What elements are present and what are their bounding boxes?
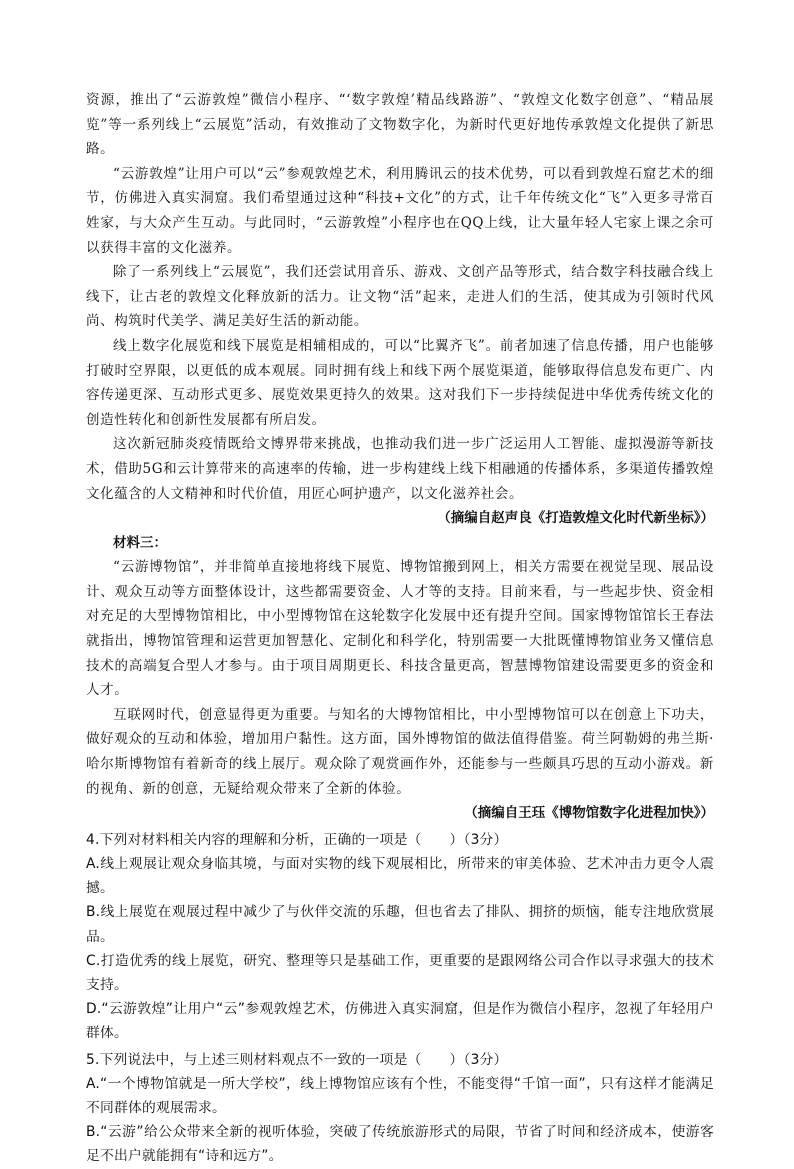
question-4 <box>86 828 714 1046</box>
page-content <box>86 88 714 1169</box>
answer-option: D.“云游敦煌”让用户“云”参观敦煌艺术，仿佛进入真实洞窟，但是作为微信小程序，忽视了年轻用户群体。 <box>86 1001 714 1042</box>
answer-option: A.线上观展让观众身临其境，与面对实物的线下观展相比，所带来的审美体验、艺术冲击力更令人震撼。 <box>86 856 714 897</box>
source-citation: （摘编自王珏《博物馆数字化进程加快》） <box>464 805 714 822</box>
passage-paragraph: 资源，推出了“云游敦煌”微信小程序、“‘数字敦煌’精品线路游”、“敦煌文化数字创意”、“精品展览”等一系列线上“云展览”活动，有效推动了文物数字化，为新时代更好地传承敦煌文化提供了新思路。 <box>86 92 714 158</box>
passage-paragraph: “云游敦煌”让用户可以“云”参观敦煌艺术，利用腾讯云的技术优势，可以看到敦煌石窟艺术的细节，仿佛进入真实洞窟。我们希望通过这种“科技+文化”的方式，让千年传统文化“飞”入更多寻常百姓家，与大众产生互动。与此同时，“云游敦煌”小程序也在QQ上线，让大量年轻人宅家上课之余可以获得丰富的文化滋养。 <box>86 165 714 256</box>
answer-option: B.“云游”给公众带来全新的视听体验，突破了传统旅游形式的局限，节省了时间和经济成本，使游客足不出户就能拥有“诗和远方”。 <box>86 1124 714 1165</box>
question-stem: 5.下列说法中，与上述三则材料观点不一致的一项是（ ）（3分） <box>86 1051 508 1068</box>
material-heading: 材料三： <box>113 534 167 551</box>
question-5 <box>86 1048 714 1169</box>
passage-paragraph: 线上数字化展览和线下展览是相辅相成的，可以“比翼齐飞”。前者加速了信息传播，用户也能够打破时空界限，以更低的成本观展。同时拥有线上和线下两个展览渠道，能够取得信息发布更广、内容传递更深、互动形式更多、展览效果更持久的效果。这对我们下一步持续促进中华优秀传统文化的创造性转化和创新性发展都有所启发。 <box>86 337 714 428</box>
source-citation: （摘编自赵声良《打造敦煌文化时代新坐标》） <box>437 510 714 527</box>
passage-paragraph: 这次新冠肺炎疫情既给文博界带来挑战，也推动我们进一步广泛运用人工智能、虚拟漫游等新技术，借助5G和云计算带来的高速率的传输，进一步构建线上线下相融通的传播体系，多渠道传播敦煌文化蕴含的人文精神和时代价值，用匠心呵护遗产，以文化滋养社会。 <box>86 436 714 502</box>
answer-option: B.线上展览在观展过程中减少了与伙伴交流的乐趣，但也省去了排队、拥挤的烦恼，能专注地欣赏展品。 <box>86 904 714 945</box>
answer-option: A.“一个博物馆就是一所大学校”，线上博物馆应该有个性，不能变得“千馆一面”，只有这样才能满足不同群体的观展需求。 <box>86 1075 714 1117</box>
question-stem: 4.下列对材料相关内容的理解和分析，正确的一项是（ ）（3分） <box>86 831 508 848</box>
passage-paragraph: 除了一系列线上“云展览”，我们还尝试用音乐、游戏、文创产品等形式，结合数字科技融合线上线下，让古老的敦煌文化释放新的活力。让文物“活”起来，走进人们的生活，使其成为引领时代风尚、构筑时代美学、满足美好生活的新动能。 <box>86 264 714 330</box>
answer-option: C.打造优秀的线上展览，研究、整理等只是基础工作，更重要的是跟网络公司合作以寻求强大的技术支持。 <box>86 952 714 994</box>
passage-paragraph: “云游博物馆”，并非简单直接地将线下展览、博物馆搬到网上，相关方需要在视觉呈现、展品设计、观众互动等方面整体设计，这些都需要资金、人才等的支持。目前来看，与一些起步快、资金相对充足的大型博物馆相比，中小型博物馆在这轮数字化发展中还有提升空间。国家博物馆馆长王春法就指出，博物馆管理和运营更加智慧化、定制化和科学化，特别需要一大批既懂博物馆业务又懂信息技术的高端复合型人才参与。由于项目周期更长、科技含量更高，智慧博物馆建设需要更多的资金和人才。 <box>86 559 714 699</box>
passage-paragraph: 互联网时代，创意显得更为重要。与知名的大博物馆相比，中小型博物馆可以在创意上下功夫，做好观众的互动和体验，增加用户黏性。这方面，国外博物馆的做法值得借鉴。荷兰阿勒姆的弗兰斯·哈尔斯博物馆有着新奇的线上展厅。观众除了观赏画作外，还能参与一些颇具巧思的互动小游戏。新的视角、新的创意，无疑给观众带来了全新的体验。 <box>86 706 714 797</box>
